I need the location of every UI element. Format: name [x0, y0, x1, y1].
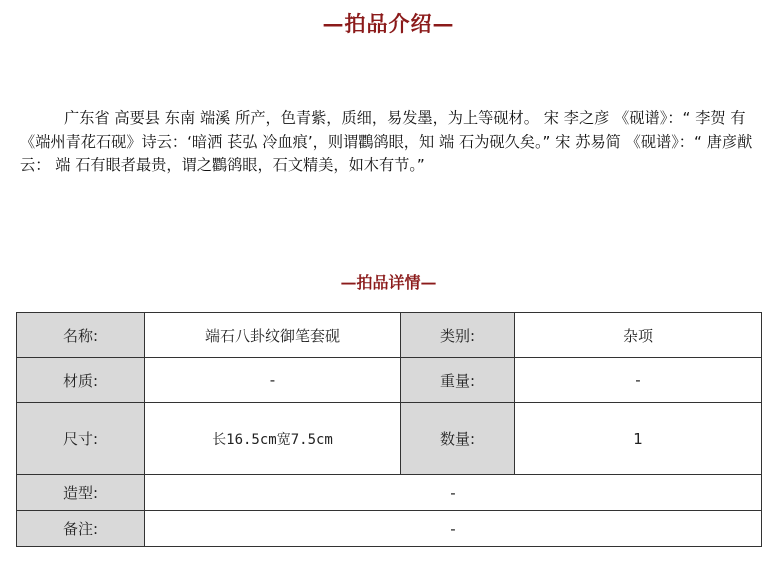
name-label: 名称:	[17, 313, 145, 358]
weight-value: -	[515, 358, 762, 403]
table-row-name	[17, 313, 762, 358]
details-table	[16, 312, 762, 547]
quantity-label: 数量:	[401, 403, 515, 475]
quantity-value: 1	[515, 403, 762, 475]
material-value: -	[145, 358, 401, 403]
weight-label: 重量:	[401, 358, 515, 403]
shape-value: -	[145, 475, 762, 511]
intro-paragraph: 广东省 高要县 东南 端溪 所产，色青紫，质细，易发墨，为上等砚材。 宋 李之彦 《砚谱》：“ 李贺 有《端州青花石砚》诗云：‘暗洒 苌弘 冷血痕’，则谓鸜鹆眼，知 端 石为砚久矣。” 宋 苏易简 《砚谱》：“ 唐彦猷 云： 端 石有眼者最贵，谓之鸜鹆眼，石文精美，如木有节。”	[20, 109, 753, 174]
category-value: 杂项	[515, 313, 762, 358]
table-row-shape	[17, 475, 762, 511]
remark-label: 备注:	[17, 511, 145, 547]
table-row-remark	[17, 511, 762, 547]
name-value: 端石八卦纹御笔套砚	[145, 313, 401, 358]
table-row-size	[17, 403, 762, 475]
category-label: 类别:	[401, 313, 515, 358]
table-row-material	[17, 358, 762, 403]
size-label: 尺寸:	[17, 403, 145, 475]
page-title: —拍品介绍—	[322, 11, 455, 36]
material-label: 材质:	[17, 358, 145, 403]
shape-label: 造型:	[17, 475, 145, 511]
remark-value: -	[145, 511, 762, 547]
size-value: 长16.5cm宽7.5cm	[145, 403, 401, 475]
details-title: —拍品详情—	[340, 273, 437, 292]
